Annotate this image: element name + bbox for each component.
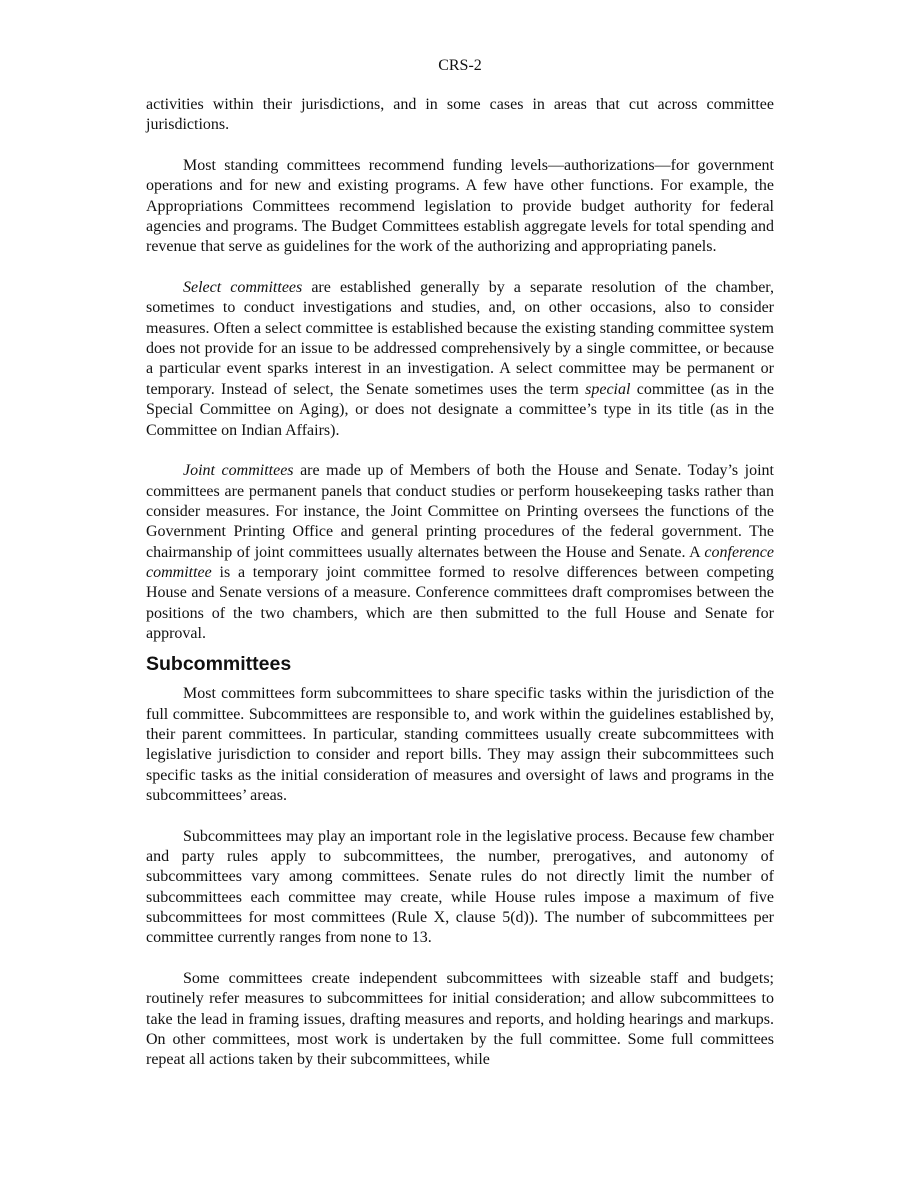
paragraph-select-committees bbox=[146, 278, 774, 441]
paragraph-text: are established generally by a separate resolution of the chamber, sometimes to conduct investigations and studies, and, on other occasions, also to consider measures. Often a select committee is established because the existing standing committee system does not provide for an issue to be addressed comprehensively by a single committee, or because a particular event sparks interest in an investigation. A select committee may be permanent or temporary. Instead of select, the Senate sometimes uses the term bbox=[146, 279, 774, 398]
paragraph-gap bbox=[146, 136, 774, 156]
paragraph-gap bbox=[146, 949, 774, 969]
page-header: CRS-2 bbox=[438, 57, 482, 74]
paragraph-subcommittees-role: Subcommittees may play an important role in the legislative process. Because few chamber and party rules apply to subcommittees, the number, prerogatives, and autonomy of subcommittees vary among committees. Senate rules do not directly limit the number of subcommittees each committee may create, while House rules impose a maximum of five subcommittees for most committees (Rule X, clause 5(d)). The number of subcommittees per committee currently ranges from none to 13. bbox=[146, 827, 774, 947]
paragraph-gap bbox=[146, 258, 774, 278]
paragraph-gap bbox=[146, 441, 774, 461]
term-joint-committees: Joint committees bbox=[183, 462, 294, 480]
section-heading-subcommittees: Subcommittees bbox=[146, 653, 292, 676]
paragraph-text: are made up of Members of both the House and Senate. Today’s joint committees are permanent panels that conduct studies or perform housekeeping tasks rather than consider measures. For instance, the Joint Committee on Printing oversees the functions of the Government Printing Office and general printing procedures of the federal government. The chairmanship of joint committees usually alternates between the House and Senate. A bbox=[146, 462, 774, 561]
document-body bbox=[146, 95, 774, 1071]
term-special: special bbox=[585, 380, 631, 398]
paragraph-joint-committees bbox=[146, 461, 774, 644]
paragraph-standing-committees: Most standing committees recommend funding levels—authorizations—for government operations and for new and existing programs. A few have other functions. For example, the Appropriations Committees recommend legislation to provide budget authority for federal agencies and programs. The Budget Committees establish aggregate levels for total spending and revenue that serve as guidelines for the work of the authorizing and appropriating panels. bbox=[146, 157, 774, 256]
paragraph-subcommittees-intro: Most committees form subcommittees to share specific tasks within the jurisdiction of the full committee. Subcommittees are responsible to, and work within the guidelines established by, their parent committees. In particular, standing committees usually create subcommittees with legislative jurisdiction to consider and report bills. They may assign their subcommittees such specific tasks as the initial consideration of measures and oversight of laws and programs in the subcommittees’ areas. bbox=[146, 685, 774, 804]
paragraph-text: committee (as in the Special Committee on Aging), or does not designate a committee’s type in its title (as in the Committee on Indian Affairs). bbox=[146, 380, 774, 439]
term-select-committees: Select committees bbox=[183, 279, 303, 297]
term-conference-committee: conference committee bbox=[146, 543, 774, 581]
paragraph-gap bbox=[146, 806, 774, 826]
paragraph-text: is a temporary joint committee formed to resolve differences between competing House and Senate versions of a measure. Conference committees draft compromises between the positions of the two chambers, which are then submitted to the full House and Senate for approval. bbox=[146, 563, 774, 642]
paragraph-subcommittees-independent: Some committees create independent subcommittees with sizeable staff and budgets; routinely refer measures to subcommittees for initial consideration; and allow subcommittees to take the lead in framing issues, drafting measures and reports, and holding hearings and markups. On other committees, most work is undertaken by the full committee. Some full committees repeat all actions taken by their subcommittees, while bbox=[146, 970, 774, 1069]
paragraph-continuation: activities within their jurisdictions, and in some cases in areas that cut across committee jurisdictions. bbox=[146, 96, 774, 134]
